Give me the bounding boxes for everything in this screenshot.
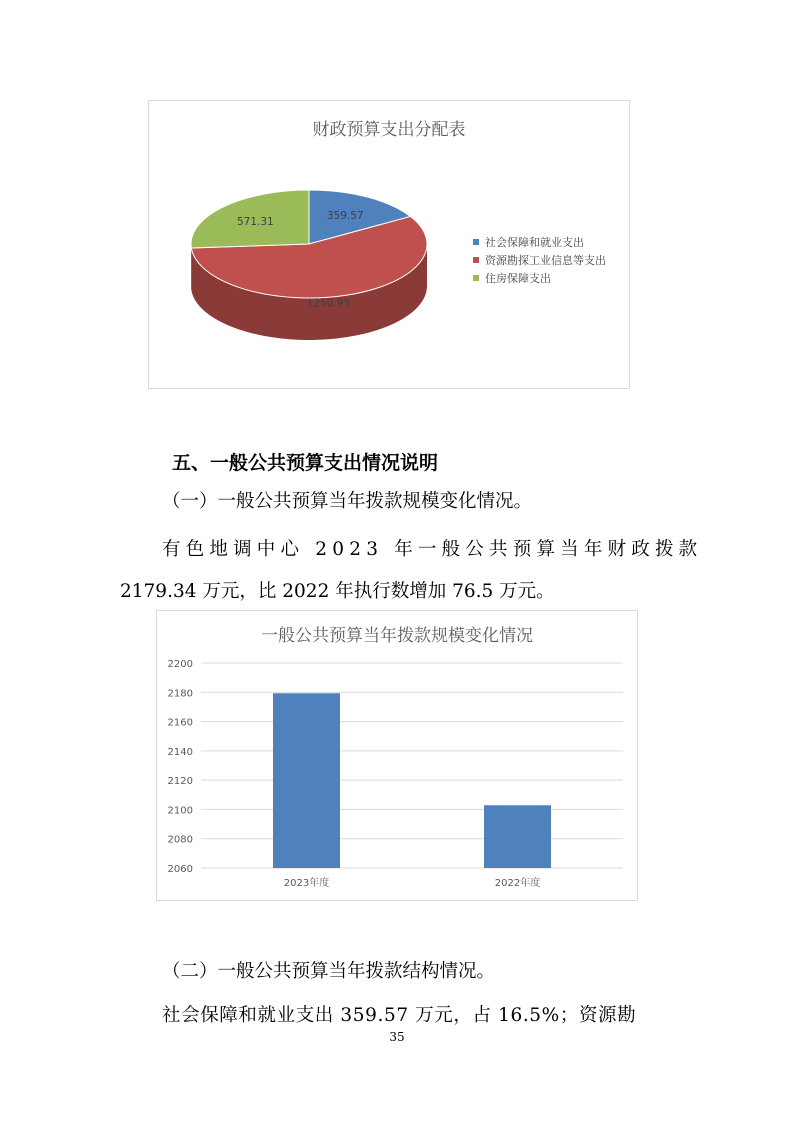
legend-label: 住房保障支出 — [485, 272, 551, 285]
y-tick-label: 2100 — [167, 805, 193, 817]
bar-chart — [156, 610, 638, 901]
bar — [484, 805, 551, 868]
paragraph-line-2: 2179.34 万元，比 2022 年执行数增加 76.5 万元。 — [120, 581, 555, 602]
bar-chart-plot — [157, 611, 637, 900]
pie-legend — [473, 233, 606, 287]
legend-item-resource — [473, 251, 606, 269]
page-number: 35 — [389, 1030, 405, 1044]
legend-label: 社会保障和就业支出 — [485, 236, 584, 249]
subheading-structure: （二）一般公共预算当年拨款结构情况。 — [162, 961, 496, 982]
legend-swatch — [473, 239, 479, 245]
y-tick-label: 2060 — [167, 864, 193, 875]
bar — [273, 693, 340, 868]
pie-data-label: 359.57 — [326, 209, 364, 222]
pie-chart-title: 财政预算支出分配表 — [312, 120, 466, 140]
legend-item-housing — [473, 269, 606, 287]
pie-chart — [148, 100, 630, 389]
y-tick-label: 2120 — [167, 776, 193, 788]
pie-data-label: 571.31 — [237, 216, 274, 229]
subheading-scale: （一）一般公共预算当年拨款规模变化情况。 — [162, 491, 533, 512]
x-tick-label: 2022年度 — [494, 878, 541, 889]
y-tick-label: 2160 — [167, 717, 193, 729]
section-heading: 五、一般公共预算支出情况说明 — [172, 452, 439, 474]
y-tick-label: 2200 — [167, 659, 193, 670]
pie-data-label: 1250.95 — [306, 297, 351, 310]
y-tick-label: 2140 — [167, 746, 193, 758]
legend-swatch — [473, 275, 479, 281]
x-tick-label: 2023年度 — [283, 878, 330, 889]
legend-swatch — [473, 257, 479, 263]
y-tick-label: 2180 — [167, 688, 193, 700]
legend-label: 资源勘探工业信息等支出 — [485, 254, 606, 267]
paragraph-line-3: 社会保障和就业支出 359.57 万元，占 16.5%；资源勘 — [162, 1005, 637, 1026]
bar-chart-title: 一般公共预算当年拨款规模变化情况 — [261, 626, 533, 646]
y-tick-label: 2080 — [167, 834, 193, 846]
pie-chart-plot — [149, 101, 449, 388]
legend-item-social — [473, 233, 606, 251]
paragraph-line-1: 有色地调中心 2023 年一般公共预算当年财政拨款 — [162, 539, 703, 560]
